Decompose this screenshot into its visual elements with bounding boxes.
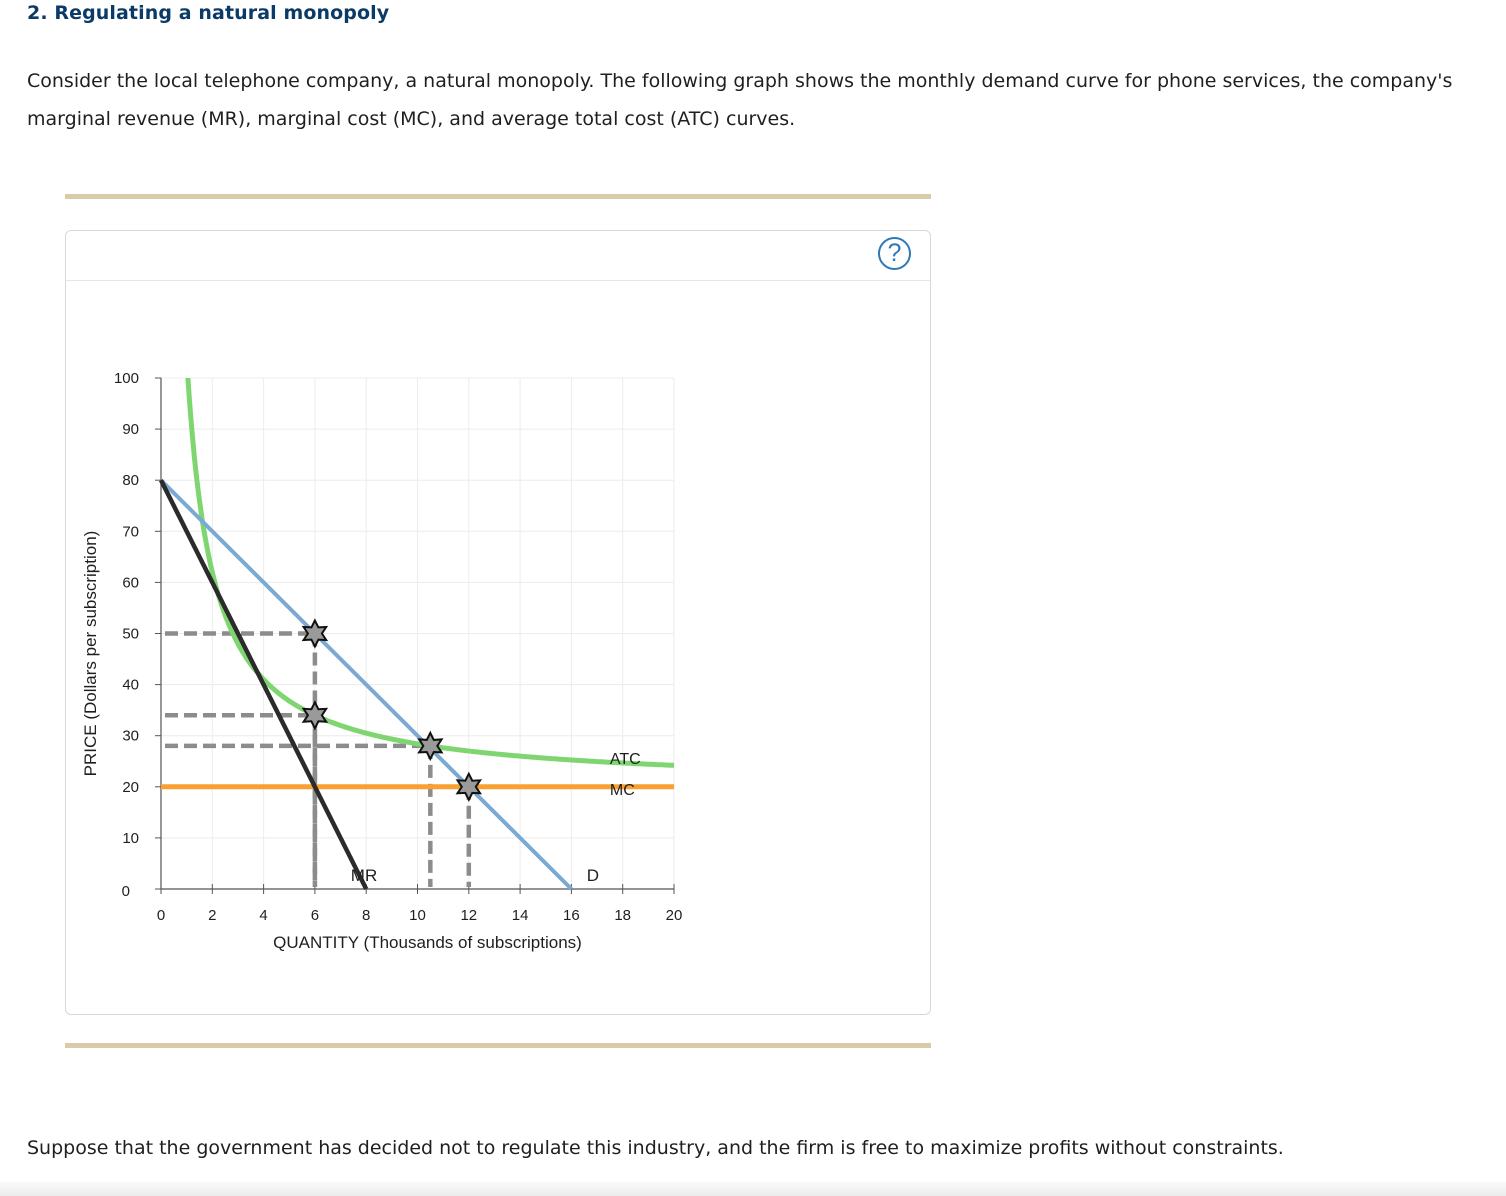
y-tick-label: 100 [113,370,139,387]
x-tick-label: 12 [460,907,478,924]
atc-label: ATC [609,750,641,768]
x-tick-label: 18 [614,907,632,924]
point-marker [304,702,327,728]
demand-label: D [586,866,600,885]
y-tick-label: 50 [122,625,139,643]
page-title: 2. Regulating a natural monopoly [27,2,390,24]
x-tick-label: 2 [208,907,217,924]
y-tick-label: 10 [122,829,139,847]
y-axis-title: PRICE (Dollars per subscription) [81,530,100,777]
y-tick-label: 0 [121,883,130,900]
bottom-shade [0,1182,1506,1196]
mr-label: MR [350,866,378,885]
x-tick-label: 8 [362,907,371,924]
bottom-divider [65,1043,931,1048]
monopoly-graph [66,231,930,1014]
x-tick-label: 16 [563,907,580,924]
x-tick-label: 20 [665,907,683,924]
y-tick-label: 20 [122,778,139,796]
x-tick-label: 10 [409,907,426,924]
atc-curve [182,250,675,765]
y-tick-label: 80 [122,472,139,490]
help-question-icon[interactable]: ? [878,237,911,270]
y-tick-label: 70 [122,523,139,541]
y-tick-label: 60 [122,574,139,592]
intro-paragraph: Consider the local telephone company, a natural monopoly. The following graph shows the monthly demand curve for phone services, the company's marginal revenue (MR), marginal cost (MC), and average total cost (ATC) curves. [27,70,1453,130]
x-axis-title: QUANTITY (Thousands of subscriptions) [273,933,582,952]
x-tick-label: 14 [511,907,529,924]
x-tick-label: 4 [259,907,268,924]
y-tick-label: 30 [122,727,139,745]
x-tick-label: 0 [156,907,166,924]
mc-label: MC [609,781,635,799]
graph-panel [65,230,931,1015]
top-divider [65,194,931,199]
outro-paragraph: Suppose that the government has decided not to regulate this industry, and the firm is free to maximize profits without constraints. [27,1137,1284,1159]
y-tick-label: 90 [122,421,139,439]
y-tick-label: 40 [122,676,139,694]
x-tick-label: 6 [310,907,320,924]
